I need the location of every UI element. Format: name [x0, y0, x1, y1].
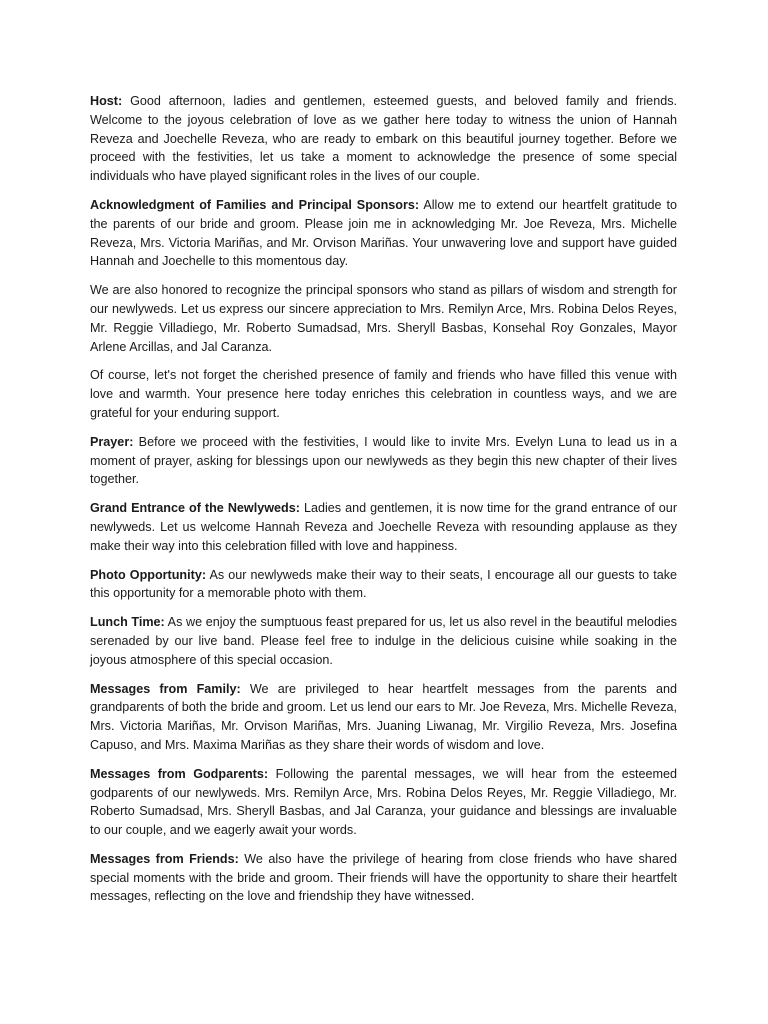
paragraph-label: Lunch Time:: [90, 615, 165, 630]
paragraph-text: We are also honored to recognize the principal sponsors who stand as pillars of wisdom and strength for our newlyweds. Let us express our sincere appreciation to Mrs. Remilyn Arce, Mrs. Robina Delos Reyes, Mr. Reggie Villadiego, Mr. Roberto Sumadsad, Mrs. Sheryll Basbas, Konsehal Roy Gonzales, Mayor Arlene Arcillas, and Jal Caranza.: [90, 283, 677, 354]
paragraph-messages-family: [90, 680, 677, 755]
paragraph-text: Ladies and gentlemen, it is now time for the grand entrance of our newlyweds. Let us welcome Hannah Reveza and Joechelle Reveza with resounding applause as they make their way into this celebration filled with love and happiness.: [90, 501, 678, 553]
paragraph-label: Messages from Godparents:: [90, 766, 269, 781]
paragraph-text: Allow me to extend our heartfelt gratitude to the parents of our bride and groom. Please join me in acknowledging Mr. Joe Reveza, Mrs. Michelle Reveza, Mrs. Victoria Mariñas, and Mr. Orvison Mariñas. Your unwavering love and support have guided Hannah and Joechelle to this momentous day.: [90, 197, 677, 269]
paragraph-lunch-time: [90, 613, 677, 669]
paragraph-text: Following the parental messages, we will hear from the esteemed godparents of our newlyweds. Mrs. Remilyn Arce, Mrs. Robina Delos Reyes, Mr. Reggie Villadiego, Mr. Roberto Sumadsad, Mrs. Sheryll Basbas, and Jal Caranza, your guidance and blessings are invaluable to our couple, and we eagerly await your words.: [90, 766, 678, 838]
paragraph-label: Messages from Friends:: [90, 851, 239, 866]
paragraph-principal-sponsors: [90, 281, 677, 356]
paragraph-label: Grand Entrance of the Newlyweds:: [90, 501, 300, 516]
paragraph-text: Of course, let's not forget the cherished presence of family and friends who have filled this venue with love and warmth. Your presence here today enriches this celebration in countless ways, and we are grateful for your enduring support.: [90, 368, 677, 420]
paragraph-text: We also have the privilege of hearing from close friends who have shared special moments with the bride and groom. Their friends will have the opportunity to share their heartfelt messages, reflecting on the love and friendship they have witnessed.: [90, 851, 678, 904]
paragraph-messages-godparents: [90, 765, 677, 840]
paragraph-text: As our newlyweds make their way to their seats, I encourage all our guests to take this opportunity for a memorable photo with them.: [90, 567, 678, 601]
paragraph-acknowledgment: [90, 196, 677, 271]
paragraph-family-and-friends: [90, 366, 677, 422]
paragraph-label: Acknowledgment of Families and Principal Sponsors:: [90, 197, 420, 212]
paragraph-prayer: [90, 433, 677, 489]
paragraph-label: Photo Opportunity:: [90, 567, 207, 582]
paragraph-label: Messages from Family:: [90, 681, 241, 696]
paragraph-messages-friends: [90, 850, 677, 906]
paragraph-grand-entrance: [90, 499, 677, 555]
paragraph-text: As we enjoy the sumptuous feast prepared for us, let us also revel in the beautiful melodies serenaded by our live band. Please feel free to indulge in the delicious cuisine while soaking in the joyous atmosphere of this special occasion.: [90, 615, 677, 667]
paragraph-text: We are privileged to hear heartfelt messages from the parents and grandparents of both the bride and groom. Let us lend our ears to Mr. Joe Reveza, Mrs. Michelle Reveza, Mrs. Victoria Mariñas, Mr. Orvison Mariñas, Mrs. Juaning Liwanag, Mr. Virgilio Reveza, Mrs. Josefina Capuso, and Mrs. Maxima Mariñas as they share their words of wisdom and love.: [90, 681, 677, 752]
paragraph-text: Before we proceed with the festivities, I would like to invite Mrs. Evelyn Luna to lead us in a moment of prayer, asking for blessings upon our newlyweds as they begin this new chapter of their lives together.: [90, 434, 677, 487]
paragraph-text: Good afternoon, ladies and gentlemen, esteemed guests, and beloved family and friends. Welcome to the joyous celebration of love as we gather here today to witness the union of Hannah Reveza and Joechelle Reveza, who are ready to embark on this beautiful journey together. Before we proceed with the festivities, let us take a moment to acknowledge the presence of some special individuals who have played significant roles in the lives of our couple.: [90, 94, 677, 184]
paragraph-label: Host:: [90, 94, 123, 108]
paragraph-label: Prayer:: [90, 434, 134, 449]
paragraph-host: [90, 92, 677, 186]
paragraph-photo-opportunity: [90, 566, 677, 604]
